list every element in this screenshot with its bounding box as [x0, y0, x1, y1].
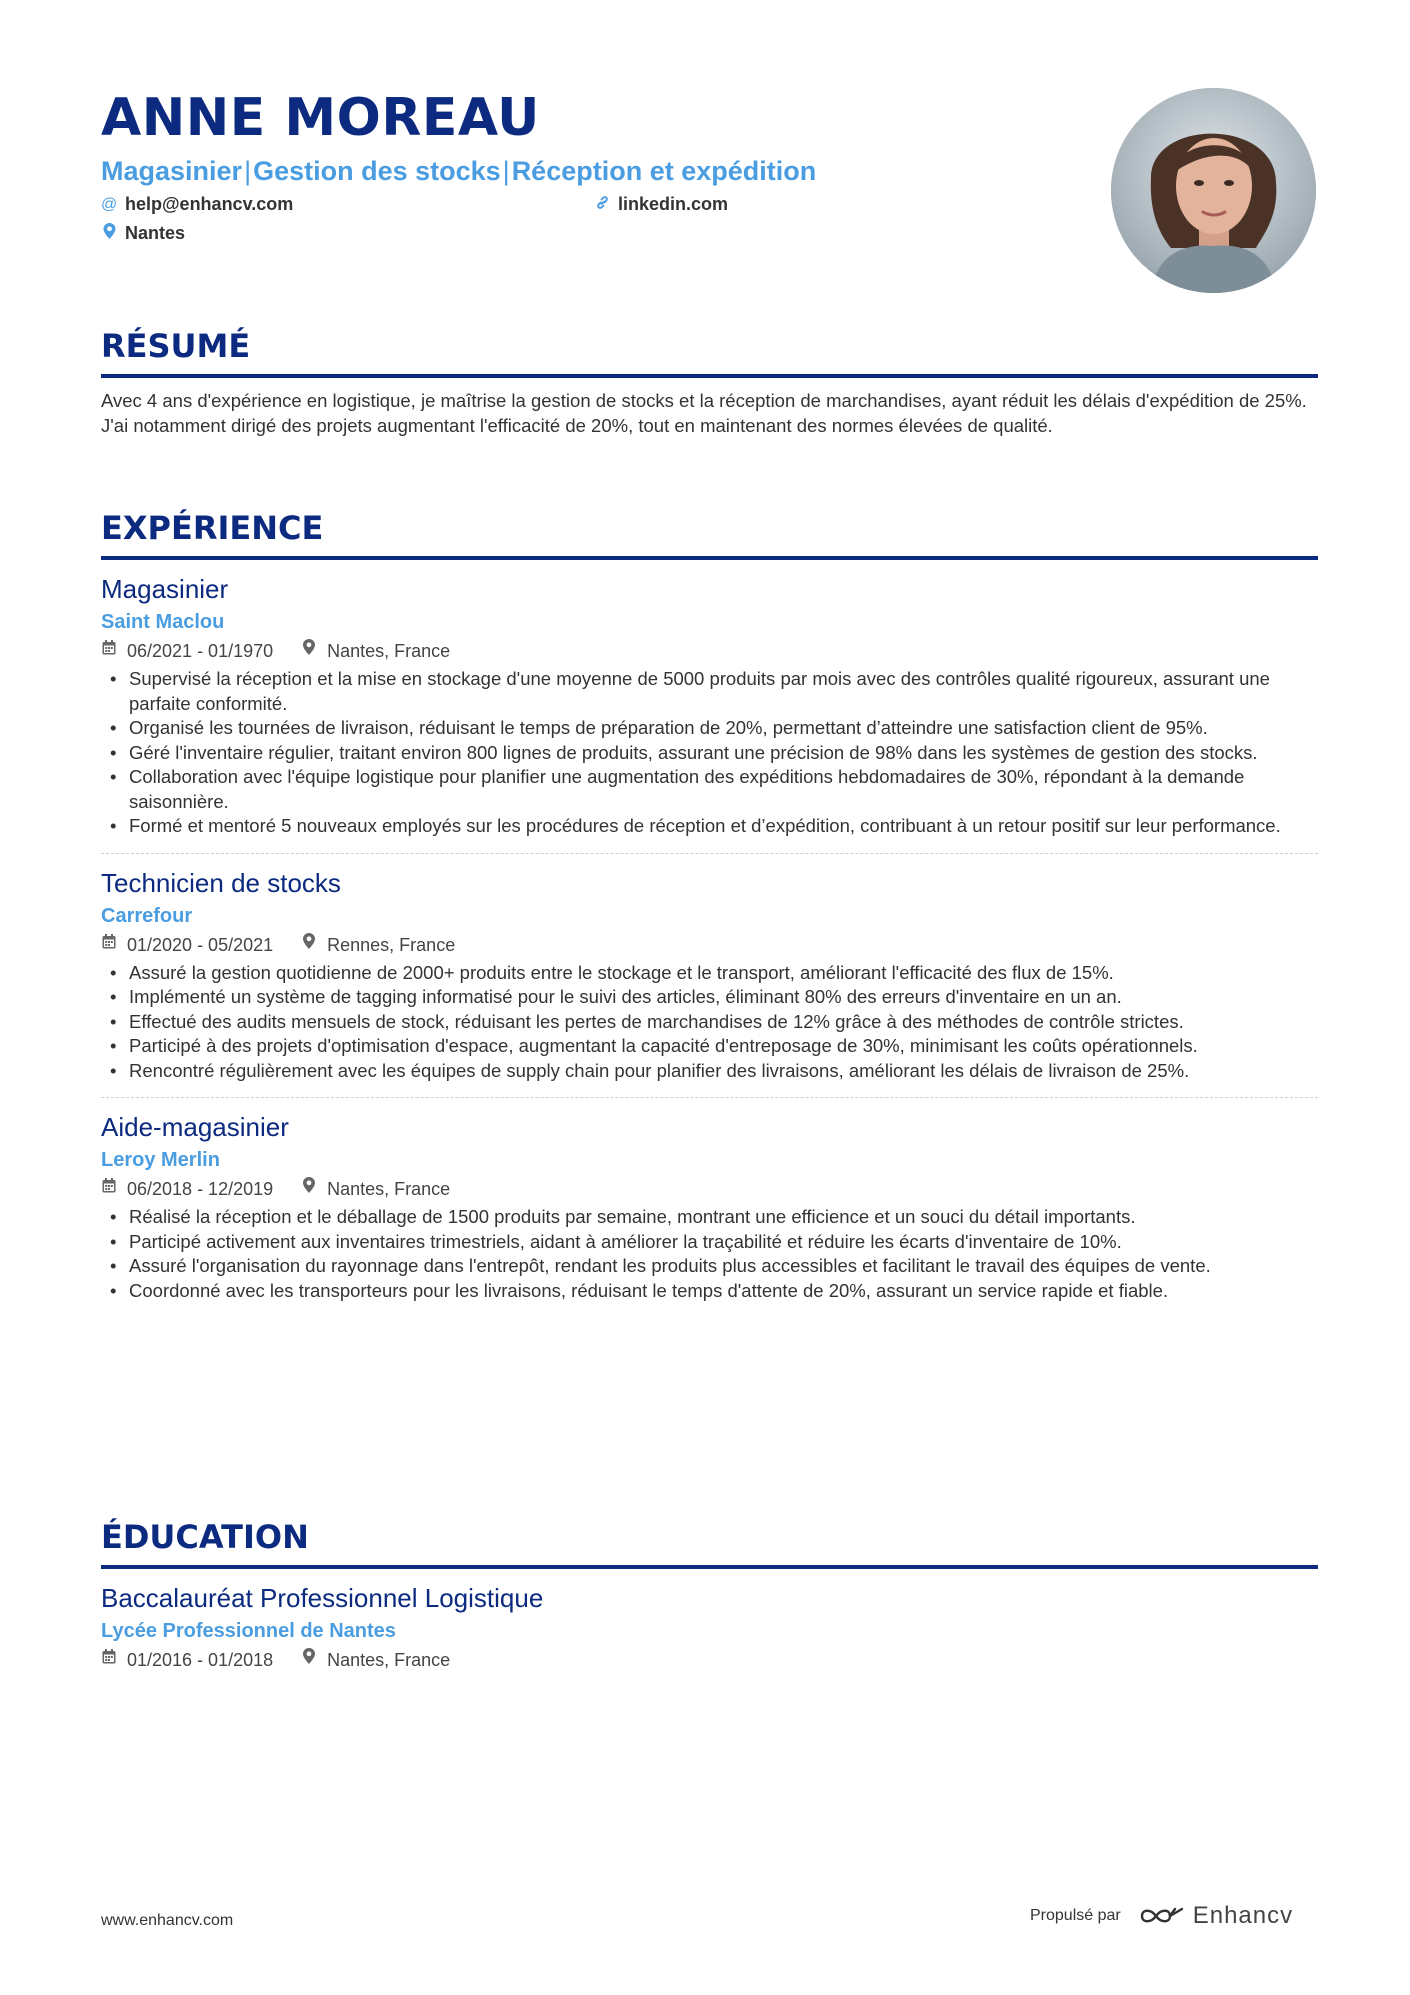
calendar-icon [101, 1176, 117, 1202]
job-location: Nantes, France [327, 641, 451, 661]
job-location: Nantes, France [327, 1179, 451, 1199]
profile-photo [1111, 88, 1316, 293]
section-title: EXPÉRIENCE [101, 509, 324, 547]
job-title: Magasinier [101, 574, 229, 604]
portrait-illustration [1111, 88, 1316, 293]
section-divider [101, 374, 1318, 378]
bullet-item: • Participé à des projets d'optimisation d'espace, augmentant la capacité d'entreposage de 30%, minimisant les coûts opérationnels. [101, 1034, 1318, 1059]
enhancv-logo-icon [1139, 1905, 1185, 1927]
section-divider [101, 556, 1318, 560]
map-pin-icon [301, 932, 317, 958]
headline-skill: Gestion des stocks [253, 156, 501, 186]
degree-title: Baccalauréat Professionnel Logistique [101, 1583, 544, 1613]
company-name: Carrefour [101, 904, 193, 927]
headline-separator: | [244, 156, 252, 186]
at-icon: @ [101, 195, 118, 213]
headline [101, 154, 1101, 188]
bullet-item: • Formé et mentoré 5 nouveaux employés sur les procédures de réception et d’expédition, contribuant à un retour positif sur leur performance. [101, 814, 1318, 839]
job-title: Technicien de stocks [101, 867, 341, 898]
job-meta [101, 932, 1318, 958]
map-pin-icon [301, 1176, 317, 1202]
experience-entry [101, 572, 1318, 839]
bullet-item: • Rencontré régulièrement avec les équipes de supply chain pour planifier des livraisons, améliorant les délais de livraison de 25%. [101, 1059, 1318, 1084]
job-meta [101, 638, 1318, 664]
map-pin-icon [101, 223, 117, 244]
company-name: Saint Maclou [101, 611, 225, 633]
headline-skill: Réception et expédition [511, 156, 817, 186]
footer-website-link[interactable]: www.enhancv.com [101, 1912, 234, 1929]
job-bullets [101, 1205, 1318, 1303]
job-meta [101, 1176, 1318, 1202]
education-entry [101, 1581, 1318, 1673]
bullet-item: • Coordonné avec les transporteurs pour les livraisons, réduisant le temps d'attente de 20%, assurant un service rapide et fiable. [101, 1279, 1318, 1304]
company-name: Leroy Merlin [101, 1149, 220, 1171]
candidate-name: ANNE MOREAU [101, 88, 540, 148]
enhancv-logo[interactable] [1139, 1902, 1293, 1930]
contact-location [101, 223, 185, 244]
summary-text: Avec 4 ans d'expérience en logistique, je maîtrise la gestion de stocks et la réception de marchandises, ayant réduit les délais d'expédition de 25%. J'ai notamment dirigé des projets augmentant l'efficacité de 20%, tout en maintenant des normes élevées de qualité. [101, 390, 1307, 436]
experience-entry [101, 866, 1318, 1084]
contact-linkedin[interactable] [594, 194, 728, 215]
section-title: ÉDUCATION [101, 1518, 309, 1556]
section-divider [101, 1565, 1318, 1569]
map-pin-icon [301, 638, 317, 664]
job-dates: 06/2018 - 12/2019 [127, 1179, 274, 1199]
bullet-item: • Assuré la gestion quotidienne de 2000+ produits entre le stockage et le transport, améliorant l'efficacité des flux de 15%. [101, 961, 1318, 986]
entry-divider [101, 1097, 1318, 1098]
bullet-item: • Implémenté un système de tagging informatisé pour le suivi des articles, éliminant 80% des erreurs d'inventaire en un an. [101, 985, 1318, 1010]
job-dates: 06/2021 - 01/1970 [127, 641, 274, 661]
section-title: RÉSUMÉ [101, 327, 251, 365]
entry-divider [101, 853, 1318, 854]
headline-role: Magasinier [101, 156, 243, 186]
job-bullets [101, 961, 1318, 1084]
experience-section [101, 508, 1318, 1303]
map-pin-icon [301, 1647, 317, 1673]
job-bullets [101, 667, 1318, 839]
resume-header [101, 86, 1101, 254]
bullet-item: • Collaboration avec l'équipe logistique pour planifier une augmentation des expéditions hebdomadaires de 30%, répondant à la demande saisonnière. [101, 765, 1318, 814]
footer-branding [1030, 1902, 1293, 1930]
education-section [101, 1517, 1318, 1673]
summary-section [101, 326, 1318, 438]
brand-name: Enhancv [1192, 1902, 1294, 1929]
job-location: Rennes, France [327, 934, 456, 955]
job-dates: 01/2020 - 05/2021 [127, 934, 274, 955]
calendar-icon [101, 932, 117, 958]
calendar-icon [101, 1647, 117, 1673]
bullet-item: • Organisé les tournées de livraison, réduisant le temps de préparation de 20%, permettant d’atteindre une satisfaction client de 95%. [101, 716, 1318, 741]
education-location: Nantes, France [327, 1650, 451, 1670]
bullet-item: • Effectué des audits mensuels de stock, réduisant les pertes de marchandises de 12% grâce à des méthodes de contrôle strictes. [101, 1010, 1318, 1035]
bullet-item: • Assuré l'organisation du rayonnage dans l'entrepôt, rendant les produits plus accessibles et facilitant le travail des équipes de vente. [101, 1254, 1318, 1279]
link-icon [594, 195, 610, 215]
contact-info [101, 194, 1101, 254]
email-text[interactable]: help@enhancv.com [125, 194, 294, 214]
education-dates: 01/2016 - 01/2018 [127, 1650, 274, 1670]
calendar-icon [101, 638, 117, 664]
contact-email[interactable] [101, 194, 293, 215]
bullet-item: • Participé activement aux inventaires trimestriels, aidant à améliorer la traçabilité et réduire les écarts d'inventaire de 10%. [101, 1230, 1318, 1255]
education-meta [101, 1647, 1318, 1673]
bullet-item: • Supervisé la réception et la mise en stockage d'une moyenne de 5000 produits par mois avec des contrôles qualité rigoureux, assurant une parfaite conformité. [101, 667, 1318, 716]
bullet-item: • Géré l'inventaire régulier, traitant environ 800 lignes de produits, assurant une précision de 98% dans les systèmes de gestion des stocks. [101, 741, 1318, 766]
job-title: Aide-magasinier [101, 1112, 289, 1142]
school-name: Lycée Professionnel de Nantes [101, 1620, 396, 1642]
headline-separator: | [502, 156, 510, 186]
experience-entry [101, 1110, 1318, 1303]
location-text: Nantes [125, 223, 186, 243]
linkedin-text[interactable]: linkedin.com [618, 194, 729, 214]
powered-by-text: Propulsé par [1030, 1907, 1121, 1924]
bullet-item: • Réalisé la réception et le déballage de 1500 produits par semaine, montrant une efficience et un souci du détail importants. [101, 1205, 1318, 1230]
